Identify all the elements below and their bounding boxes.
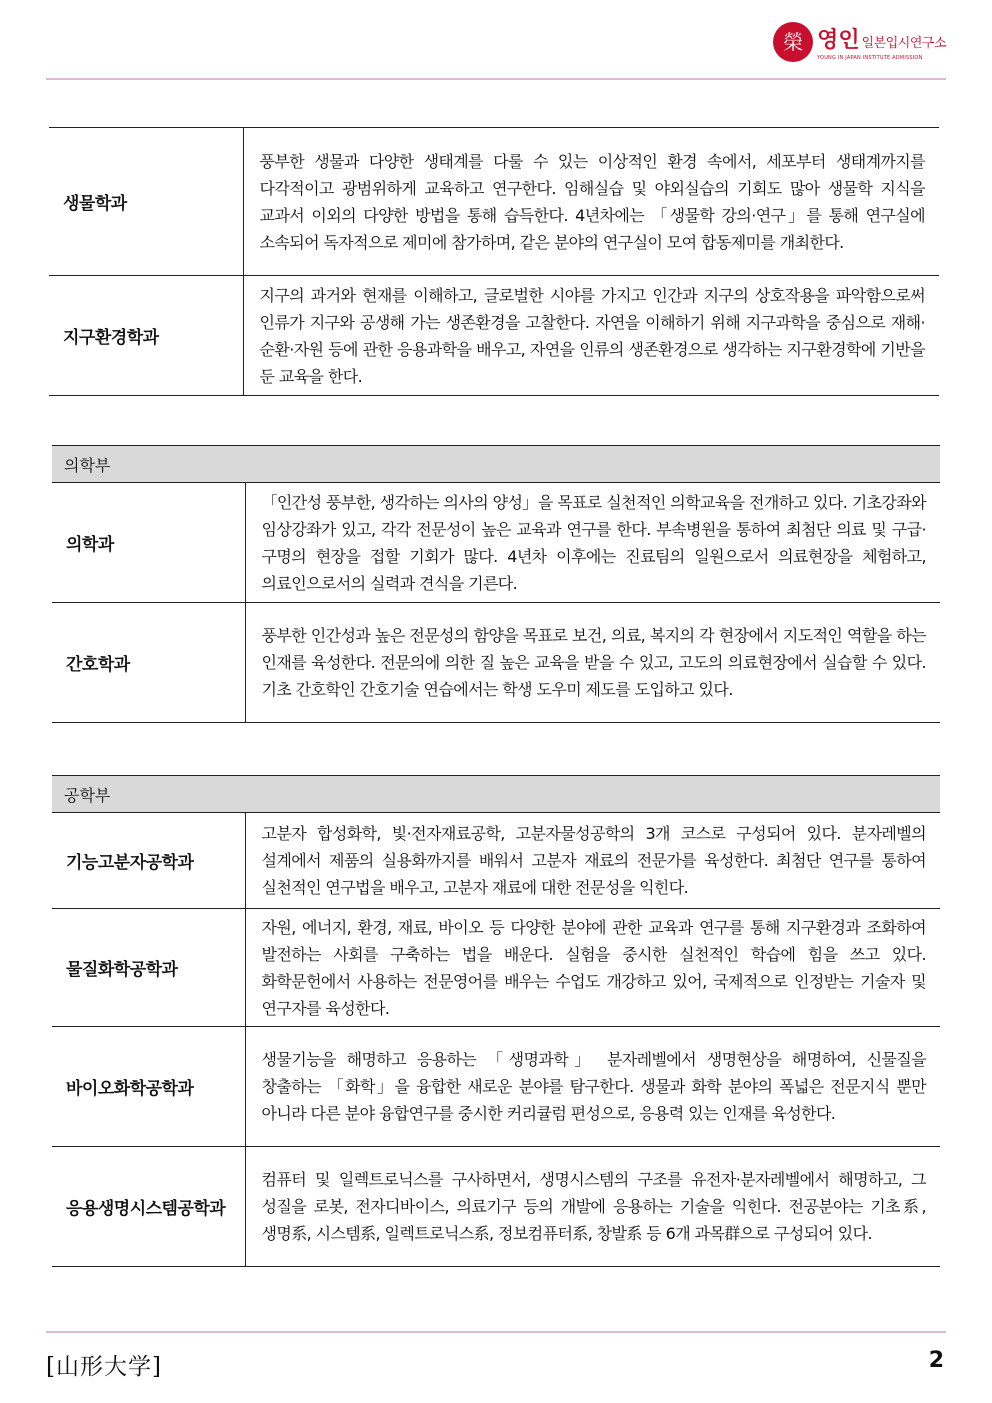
table-row xyxy=(52,1147,940,1267)
table-row xyxy=(52,483,940,603)
dept-description: 지구의 과거와 현재를 이해하고, 글로벌한 시야를 가지고 인간과 지구의 상호작용을 파악함으로써 인류가 지구와 공생해 가는 생존환경을 고찰한다. 자연을 이해하기 위해 지구과학을 중심으로 재해·순환·자원 등에 관한 응용과학을 배우고, 자연을 인류의 생존환경으로 생각하는 지구환경학에 기반을 둔 교육을 한다. xyxy=(243,276,939,396)
logo xyxy=(773,20,946,64)
table-row xyxy=(52,813,940,909)
logo-subtitle: 일본입시연구소 xyxy=(861,36,946,51)
medicine-table xyxy=(52,445,940,723)
table-row xyxy=(52,909,940,1027)
footer-divider xyxy=(46,1331,946,1333)
table-row xyxy=(49,128,939,276)
science-dept-table xyxy=(49,127,939,396)
logo-seal-icon: 榮 xyxy=(773,22,813,62)
dept-name: 생물학과 xyxy=(49,128,243,276)
dept-name: 지구환경학과 xyxy=(49,276,243,396)
section-header xyxy=(52,776,940,813)
dept-description: 자원, 에너지, 환경, 재료, 바이오 등 다양한 분야에 관한 교육과 연구를 통해 지구환경과 조화하여 발전하는 사회를 구축하는 법을 배운다. 실험을 중시한 실천적인 학습에 힘을 쓰고 있다. 화학문헌에서 사용하는 전문영어를 배우는 수업도 개강하고 있어, 국제적으로 인정받는 기술자 및 연구자를 육성한다. xyxy=(245,909,940,1027)
university-name: [山形大学] xyxy=(46,1354,162,1380)
dept-description: 고분자 합성화학, 빛·전자재료공학, 고분자물성공학의 3개 코스로 구성되어 있다. 분자레벨의 설계에서 제품의 실용화까지를 배워서 고분자 재료의 전문가를 육성한다. 최첨단 연구를 통하여 실천적인 연구법을 배우고, 고분자 재료에 대한 전문성을 익힌다. xyxy=(245,813,940,909)
dept-name: 기능고분자공학과 xyxy=(52,813,245,909)
dept-description: 「인간성 풍부한, 생각하는 의사의 양성」을 목표로 실천적인 의학교육을 전개하고 있다. 기초강좌와 임상강좌가 있고, 각각 전문성이 높은 교육과 연구를 한다. 부속병원을 통하여 최첨단 의료 및 구급·구명의 현장을 접할 기회가 많다. 4년차 이후에는 진료팀의 일원으로서 의료현장을 체험하고, 의료인으로서의 실력과 견식을 기른다. xyxy=(245,483,940,603)
dept-description: 컴퓨터 및 일렉트로닉스를 구사하면서, 생명시스템의 구조를 유전자·분자레벨에서 해명하고, 그 성질을 로봇, 전자디바이스, 의료기구 등의 개발에 응용하는 기술을 익힌다. 전공분야는 기초系, 생명系, 시스템系, 일렉트로닉스系, 정보컴퓨터系, 창발系 등 6개 과목群으로 구성되어 있다. xyxy=(245,1147,940,1267)
dept-description: 풍부한 생물과 다양한 생태계를 다룰 수 있는 이상적인 환경 속에서, 세포부터 생태계까지를 다각적이고 광범위하게 교육하고 연구한다. 임해실습 및 야외실습의 기회도 많아 생물학 지식을 교과서 이외의 다양한 방법을 통해 습득한다. 4년차에는 「생물학 강의·연구」를 통해 연구실에 소속되어 독자적으로 제미에 참가하며, 같은 분야의 연구실이 모여 합동제미를 개최한다. xyxy=(243,128,939,276)
logo-english: YOUNG IN JAPAN INSTITUTE ADMISSION xyxy=(817,55,923,61)
dept-name: 바이오화학공학과 xyxy=(52,1027,245,1147)
dept-name: 응용생명시스템공학과 xyxy=(52,1147,245,1267)
section-title: 공학부 xyxy=(52,776,940,813)
table-row xyxy=(52,603,940,723)
engineering-table xyxy=(52,775,940,1267)
table-row xyxy=(52,1027,940,1147)
section-header xyxy=(52,446,940,483)
logo-name: 영인 xyxy=(817,28,860,53)
page-header xyxy=(0,0,992,80)
dept-description: 풍부한 인간성과 높은 전문성의 함양을 목표로 보건, 의료, 복지의 각 현장에서 지도적인 역할을 하는 인재를 육성한다. 전문의에 의한 질 높은 교육을 받을 수 있고, 고도의 의료현장에서 실습할 수 있다. 기초 간호학인 간호기술 연습에서는 학생 도우미 제도를 도입하고 있다. xyxy=(245,603,940,723)
dept-name: 의학과 xyxy=(52,483,245,603)
page-number: 2 xyxy=(928,1348,944,1373)
section-title: 의학부 xyxy=(52,446,940,483)
dept-name: 간호학과 xyxy=(52,603,245,723)
table-row xyxy=(49,276,939,396)
header-divider xyxy=(46,78,946,80)
dept-name: 물질화학공학과 xyxy=(52,909,245,1027)
dept-description: 생물기능을 해명하고 응용하는 「생명과학」 분자레벨에서 생명현상을 해명하여, 신물질을 창출하는 「화학」을 융합한 새로운 분야를 탐구한다. 생물과 화학 분야의 폭넓은 전문지식 뿐만 아니라 다른 분야 융합연구를 중시한 커리큘럼 편성으로, 응용력 있는 인재를 육성한다. xyxy=(245,1027,940,1147)
